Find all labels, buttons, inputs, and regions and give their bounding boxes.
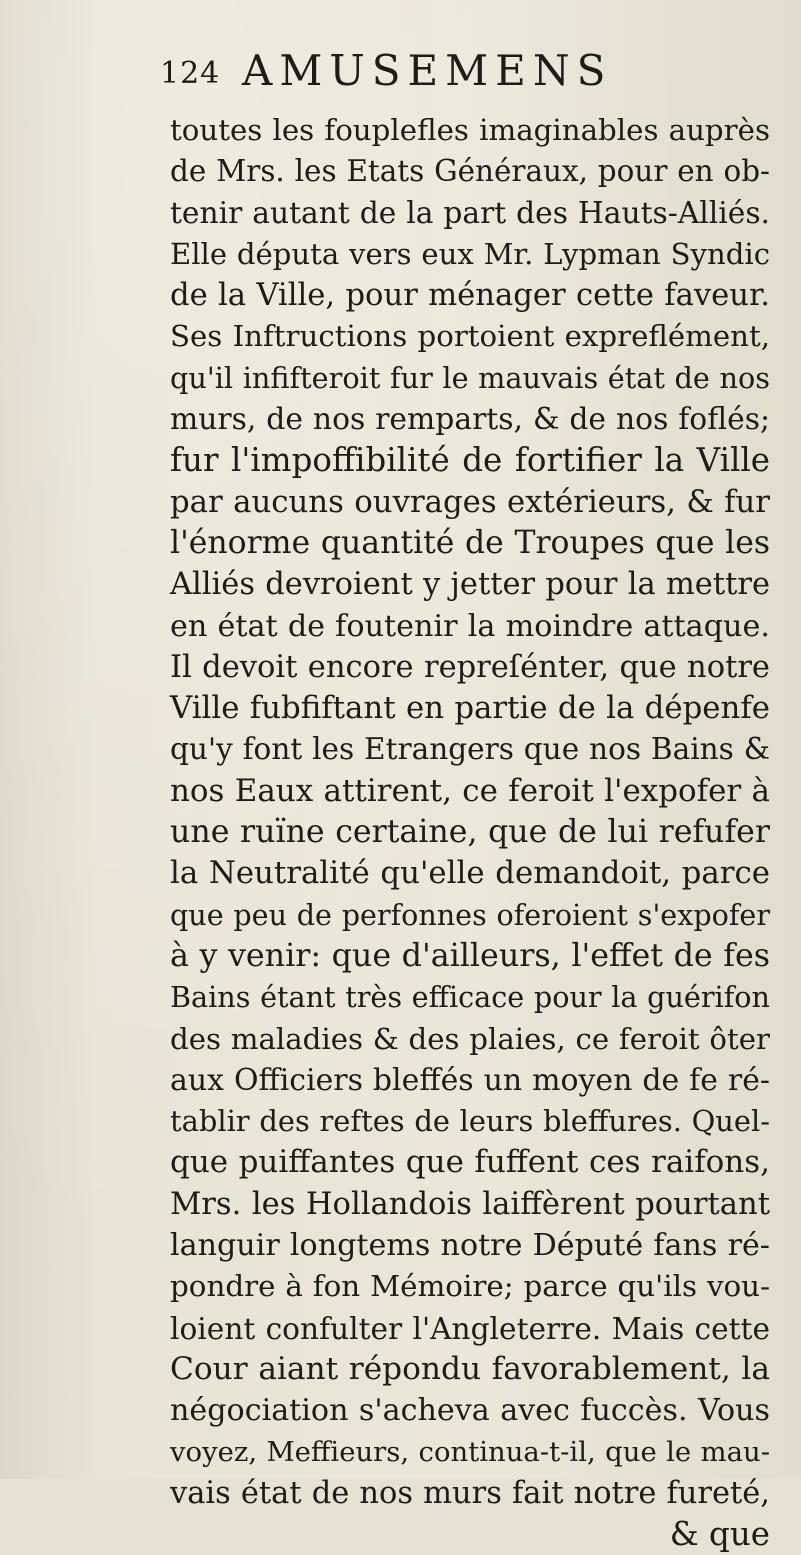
text-line: Cour aiant répondu favorablement, la bbox=[170, 1350, 770, 1387]
catchword: & que bbox=[669, 1515, 770, 1554]
text-line: voyez, Meffieurs, continua-t-il, que le mau- bbox=[170, 1435, 770, 1468]
text-line: Alliés devroient y jetter pour la mettre bbox=[170, 567, 770, 603]
running-head bbox=[160, 42, 720, 102]
text-line: Elle députa vers eux Mr. Lypman Syndic bbox=[170, 236, 770, 271]
text-line: la Neutralité qu'elle demandoit, parce bbox=[170, 855, 770, 892]
text-line: vais état de nos murs fait notre fureté, bbox=[170, 1475, 770, 1511]
text-line: qu'y font les Etrangers que nos Bains & bbox=[170, 732, 770, 767]
text-line: l'énorme quantité de Troupes que les bbox=[170, 524, 770, 561]
text-line: Ses Inftructions portoient expreflément, bbox=[170, 319, 770, 354]
text-line: tenir autant de la part des Hauts-Alliés. bbox=[170, 195, 770, 231]
text-line: que puiffantes que fuffent ces raifons, bbox=[170, 1144, 770, 1181]
text-line: aux Officiers bleffés un moyen de fe ré- bbox=[170, 1062, 770, 1098]
text-line: de Mrs. les Etats Généraux, pour en ob- bbox=[170, 154, 770, 189]
text-line: Mrs. les Hollandois laiffèrent pourtant bbox=[170, 1186, 770, 1222]
text-line: que peu de perfonnes oferoient s'expofer bbox=[170, 897, 770, 932]
text-line: pondre à fon Mémoire; parce qu'ils vou- bbox=[170, 1269, 770, 1304]
text-line: des maladies & des plaies, ce feroit ôter bbox=[170, 1021, 770, 1056]
body-text bbox=[170, 110, 770, 1555]
text-line: Bains étant très efficace pour la guérifon bbox=[170, 980, 770, 1015]
text-line: languir longtems notre Député fans ré- bbox=[170, 1228, 770, 1264]
text-line: fur l'impoffibilité de fortifier la Ville bbox=[170, 441, 770, 480]
text-line: loient confulter l'Angleterre. Mais cette bbox=[170, 1310, 770, 1346]
text-line: tablir des reftes de leurs bleffures. Quel- bbox=[170, 1104, 770, 1139]
text-line: de la Ville, pour ménager cette faveur. bbox=[170, 278, 770, 314]
text-line: murs, de nos remparts, & de nos foflés; bbox=[170, 402, 770, 438]
text-line: par aucuns ouvrages extérieurs, & fur bbox=[170, 483, 770, 520]
text-line: à y venir: que d'ailleurs, l'effet de fes bbox=[170, 937, 770, 974]
text-line: qu'il infifteroit fur le mauvais état de nos bbox=[170, 360, 770, 395]
running-title: AMUSEMENS bbox=[242, 46, 613, 95]
text-line: Il devoit encore repreſénter, que notre bbox=[170, 649, 770, 685]
text-line: nos Eaux attirent, ce feroit l'expofer à bbox=[170, 772, 770, 809]
text-line: négociation s'acheva avec fuccès. Vous bbox=[170, 1393, 770, 1429]
page-number: 124 bbox=[160, 56, 221, 91]
text-line: en état de foutenir la moindre attaque. bbox=[170, 608, 770, 644]
text-line: toutes les fouplefles imaginables auprès bbox=[170, 113, 770, 147]
text-line: Ville fubfiftant en partie de la dépenfe bbox=[170, 690, 770, 727]
text-line: une ruïne certaine, que de lui refufer bbox=[170, 814, 770, 851]
